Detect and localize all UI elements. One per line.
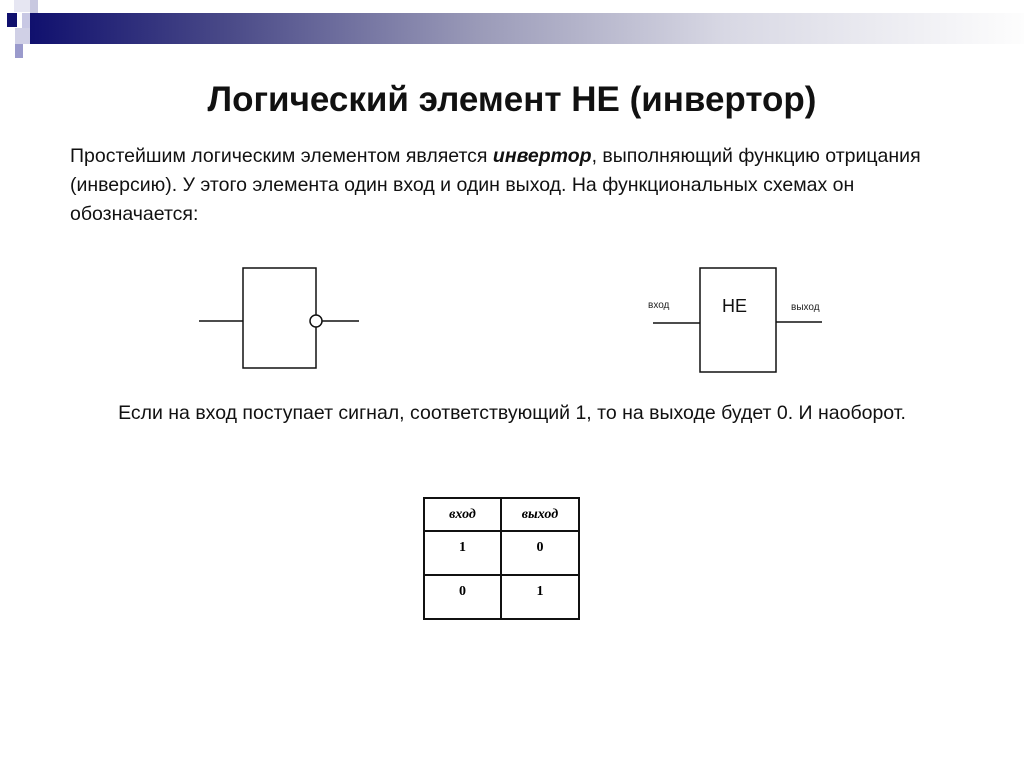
inverter-symbol-right — [653, 268, 822, 372]
inverter-symbol-left — [199, 268, 359, 368]
table-header-row — [424, 498, 579, 531]
truth-table — [423, 497, 580, 620]
caption-text: Если на вход поступает сигнал, соответствующий 1, то на выходе будет 0. И наоборот. — [118, 402, 906, 424]
gate-input-label: вход — [648, 300, 670, 311]
intro-text-after: , выполняющий функцию отрицания (инверсию). У этого элемента один вход и один выход. На функциональных схемах он обозначается: — [70, 145, 921, 225]
intro-text-before: Простейшим логическим элементом является — [70, 145, 493, 167]
table-cell: 0 — [501, 531, 579, 575]
table-header: выход — [501, 498, 579, 531]
gate-output-label: выход — [791, 302, 820, 313]
slide-title: Логический элемент НЕ (инвертор) — [207, 80, 817, 119]
table-row — [424, 575, 579, 619]
table-cell: 1 — [424, 531, 501, 575]
gate-label: НЕ — [722, 296, 748, 316]
table-row — [424, 531, 579, 575]
table-header: вход — [424, 498, 501, 531]
intro-emphasis: инвертор — [492, 145, 592, 167]
table-cell: 1 — [501, 575, 579, 619]
table-cell: 0 — [424, 575, 501, 619]
